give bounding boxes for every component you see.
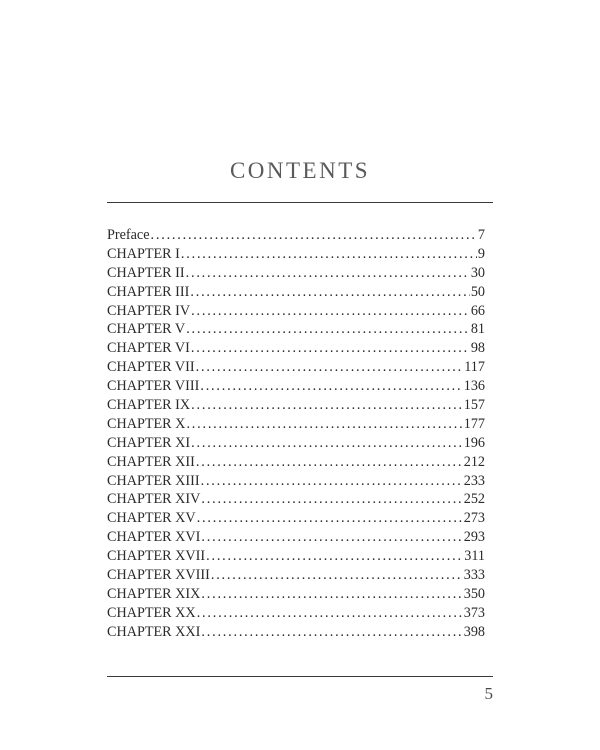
- toc-entry-page: 117: [464, 359, 485, 376]
- toc-entry-page: 30: [470, 264, 485, 281]
- toc-leader-dots: [211, 566, 463, 585]
- toc-entry-page: 333: [463, 567, 485, 584]
- bottom-divider: [107, 676, 493, 677]
- toc-leader-dots: [181, 245, 477, 264]
- toc-entry-label: CHAPTER VIII: [107, 378, 200, 395]
- toc-entry-label: CHAPTER XIX: [107, 585, 201, 602]
- toc-entry-label: CHAPTER XV: [107, 510, 196, 527]
- toc-entry[interactable]: [107, 453, 485, 472]
- toc-entry[interactable]: [107, 434, 485, 453]
- toc-leader-dots: [186, 320, 470, 339]
- toc-entry[interactable]: [107, 547, 485, 566]
- toc-entry-label: CHAPTER XXI: [107, 623, 201, 640]
- toc-entry-label: CHAPTER X: [107, 415, 186, 432]
- toc-entry[interactable]: [107, 377, 485, 396]
- toc-entry-page: 212: [463, 453, 485, 470]
- toc-entry[interactable]: [107, 302, 485, 321]
- toc-leader-dots: [201, 490, 462, 509]
- toc-entry[interactable]: [107, 509, 485, 528]
- toc-leader-dots: [201, 528, 462, 547]
- toc-entry-page: 350: [463, 585, 485, 602]
- toc-entry[interactable]: [107, 566, 485, 585]
- toc-entry-page: 81: [470, 321, 485, 338]
- toc-entry[interactable]: [107, 226, 485, 245]
- toc-entry-page: 157: [463, 397, 485, 414]
- toc-entry-label: CHAPTER XX: [107, 604, 196, 621]
- toc-leader-dots: [201, 585, 462, 604]
- toc-entry[interactable]: [107, 490, 485, 509]
- toc-entry-label: CHAPTER XI: [107, 434, 191, 451]
- toc-leader-dots: [200, 377, 462, 396]
- toc-entry-page: 311: [464, 548, 485, 565]
- contents-heading: CONTENTS: [229, 158, 371, 183]
- toc-leader-dots: [196, 358, 464, 377]
- toc-leader-dots: [206, 547, 463, 566]
- toc-entry[interactable]: [107, 320, 485, 339]
- toc-leader-dots: [186, 264, 470, 283]
- toc-entry[interactable]: [107, 604, 485, 623]
- toc-leader-dots: [201, 472, 463, 491]
- toc-entry-page: 7: [477, 227, 485, 243]
- toc-entry[interactable]: [107, 585, 485, 604]
- toc-entry-page: 9: [477, 245, 485, 262]
- toc-leader-dots: [190, 283, 469, 302]
- toc-entry[interactable]: [107, 339, 485, 358]
- toc-leader-dots: [191, 339, 470, 358]
- toc-entry-label: CHAPTER VI: [107, 340, 190, 357]
- toc-entry-page: 398: [463, 623, 485, 640]
- toc-entry-page: 98: [470, 340, 485, 357]
- toc-entry-label: CHAPTER XVII: [107, 548, 206, 565]
- toc-entry-label: CHAPTER XVI: [107, 529, 201, 546]
- toc-leader-dots: [197, 509, 463, 528]
- toc-entry[interactable]: [107, 358, 485, 377]
- toc-entry-page: 233: [463, 472, 485, 489]
- toc-entry[interactable]: [107, 245, 485, 264]
- toc-entry[interactable]: [107, 396, 485, 415]
- toc-leader-dots: [196, 453, 463, 472]
- toc-entry-page: 50: [470, 283, 485, 300]
- toc-entry-label: CHAPTER XIII: [107, 472, 200, 489]
- page-number: 5: [484, 684, 493, 703]
- toc-entry-page: 196: [463, 434, 485, 451]
- toc-entry[interactable]: [107, 283, 485, 302]
- toc-leader-dots: [197, 604, 463, 623]
- toc-leader-dots: [201, 623, 462, 642]
- toc-entry-label: CHAPTER XVIII: [107, 567, 210, 584]
- toc-entry-page: 373: [463, 604, 485, 621]
- toc-entry[interactable]: [107, 472, 485, 491]
- toc-entry-label: CHAPTER XII: [107, 453, 195, 470]
- table-of-contents: [107, 226, 485, 642]
- toc-entry[interactable]: [107, 264, 485, 283]
- toc-entry-page: 273: [463, 510, 485, 527]
- toc-entry-label: CHAPTER III: [107, 283, 190, 300]
- toc-leader-dots: [191, 434, 463, 453]
- toc-entry-page: 177: [463, 415, 485, 432]
- toc-entry-label: Preface: [107, 227, 150, 243]
- toc-leader-dots: [191, 302, 470, 321]
- toc-entry-label: CHAPTER I: [107, 245, 180, 262]
- toc-entry[interactable]: [107, 528, 485, 547]
- toc-entry-label: CHAPTER IV: [107, 302, 191, 319]
- toc-entry-page: 293: [463, 529, 485, 546]
- toc-leader-dots: [151, 226, 477, 245]
- toc-entry-label: CHAPTER IX: [107, 397, 191, 414]
- toc-entry-page: 252: [463, 491, 485, 508]
- toc-entry-page: 136: [463, 378, 485, 395]
- toc-entry[interactable]: [107, 415, 485, 434]
- toc-entry-label: CHAPTER II: [107, 264, 185, 281]
- toc-leader-dots: [191, 396, 463, 415]
- top-divider: [107, 202, 493, 203]
- toc-entry-label: CHAPTER VII: [107, 359, 195, 376]
- toc-entry-label: CHAPTER V: [107, 321, 186, 338]
- toc-entry[interactable]: [107, 623, 485, 642]
- toc-entry-page: 66: [470, 302, 485, 319]
- toc-entry-label: CHAPTER XIV: [107, 491, 201, 508]
- toc-leader-dots: [186, 415, 462, 434]
